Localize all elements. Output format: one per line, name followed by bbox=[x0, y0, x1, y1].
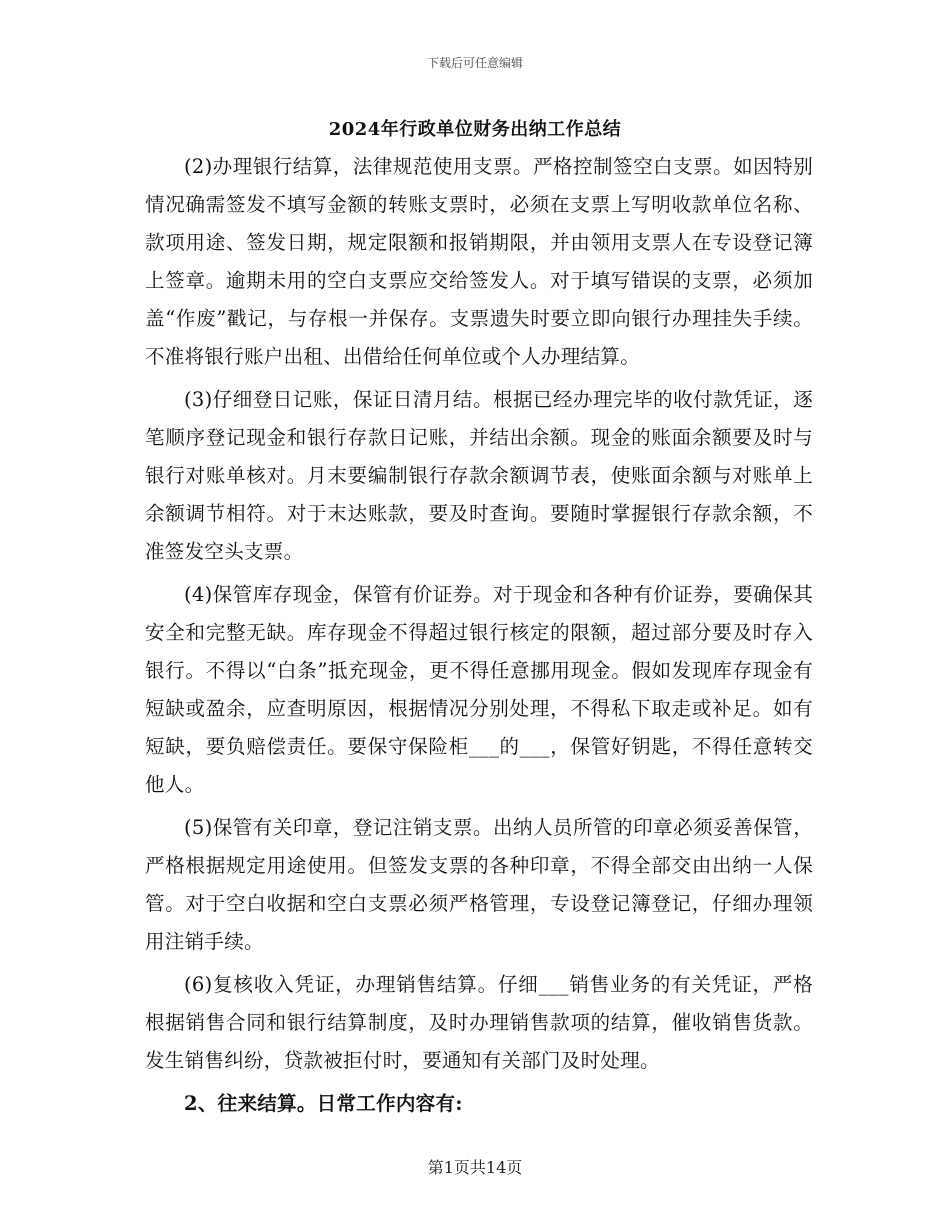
section-heading: 2、往来结算。日常工作内容有: bbox=[184, 1092, 463, 1115]
paragraph-5: (5)保管有关印章，登记注销支票。出纳人员所管的印章必须妥善保管，严格根据规定用途使用。但签发支票的各种印章，不得全部交由出纳一人保管。对于空白收据和空白支票必须严格管理，专设登记簿登记，仔细办理领用注销手续。 bbox=[145, 816, 813, 953]
document-title: 2024年行政单位财务出纳工作总结 bbox=[328, 119, 622, 140]
paragraph-3: (3)仔细登日记账，保证日清月结。根据已经办理完毕的收付款凭证，逐笔顺序登记现金和银行存款日记账，并结出余额。现金的账面余额要及时与银行对账单核对。月末要编制银行存款余额调节表，使账面余额与对账单上余额调节相符。对于末达账款，要及时查询。要随时掌握银行存款余额，不准签发空头支票。 bbox=[145, 388, 813, 563]
paragraph-2: (2)办理银行结算，法律规范使用支票。严格控制签空白支票。如因特别情况确需签发不填写金额的转账支票时，必须在支票上写明收款单位名称、款项用途、签发日期，规定限额和报销期限，并由领用支票人在专设登记簿上签章。逾期未用的空白支票应交给签发人。对于填写错误的支票，必须加盖“作废”戳记，与存根一并保存。支票遗失时要立即向银行办理挂失手续。不准将银行账户出租、出借给任何单位或个人办理结算。 bbox=[145, 155, 813, 368]
document-body bbox=[145, 148, 813, 1123]
header-note: 下载后可任意编辑 bbox=[426, 56, 523, 70]
page-footer: 第1页共14页 bbox=[427, 1158, 523, 1177]
paragraph-6: (6)复核收入凭证，办理销售结算。仔细___销售业务的有关凭证，严格根据销售合同和银行结算制度，及时办理销售款项的结算，催收销售货款。发生销售纠纷，贷款被拒付时，要通知有关部门及时处理。 bbox=[145, 973, 813, 1072]
paragraph-4: (4)保管库存现金，保管有价证券。对于现金和各种有价证券，要确保其安全和完整无缺。库存现金不得超过银行核定的限额，超过部分要及时存入银行。不得以“白条”抵充现金，更不得任意挪用现金。假如发现库存现金有短缺或盈余，应查明原因，根据情况分别处理，不得私下取走或补足。如有短缺，要负赔偿责任。要保守保险柜___的___，保管好钥匙，不得任意转交他人。 bbox=[145, 583, 813, 796]
